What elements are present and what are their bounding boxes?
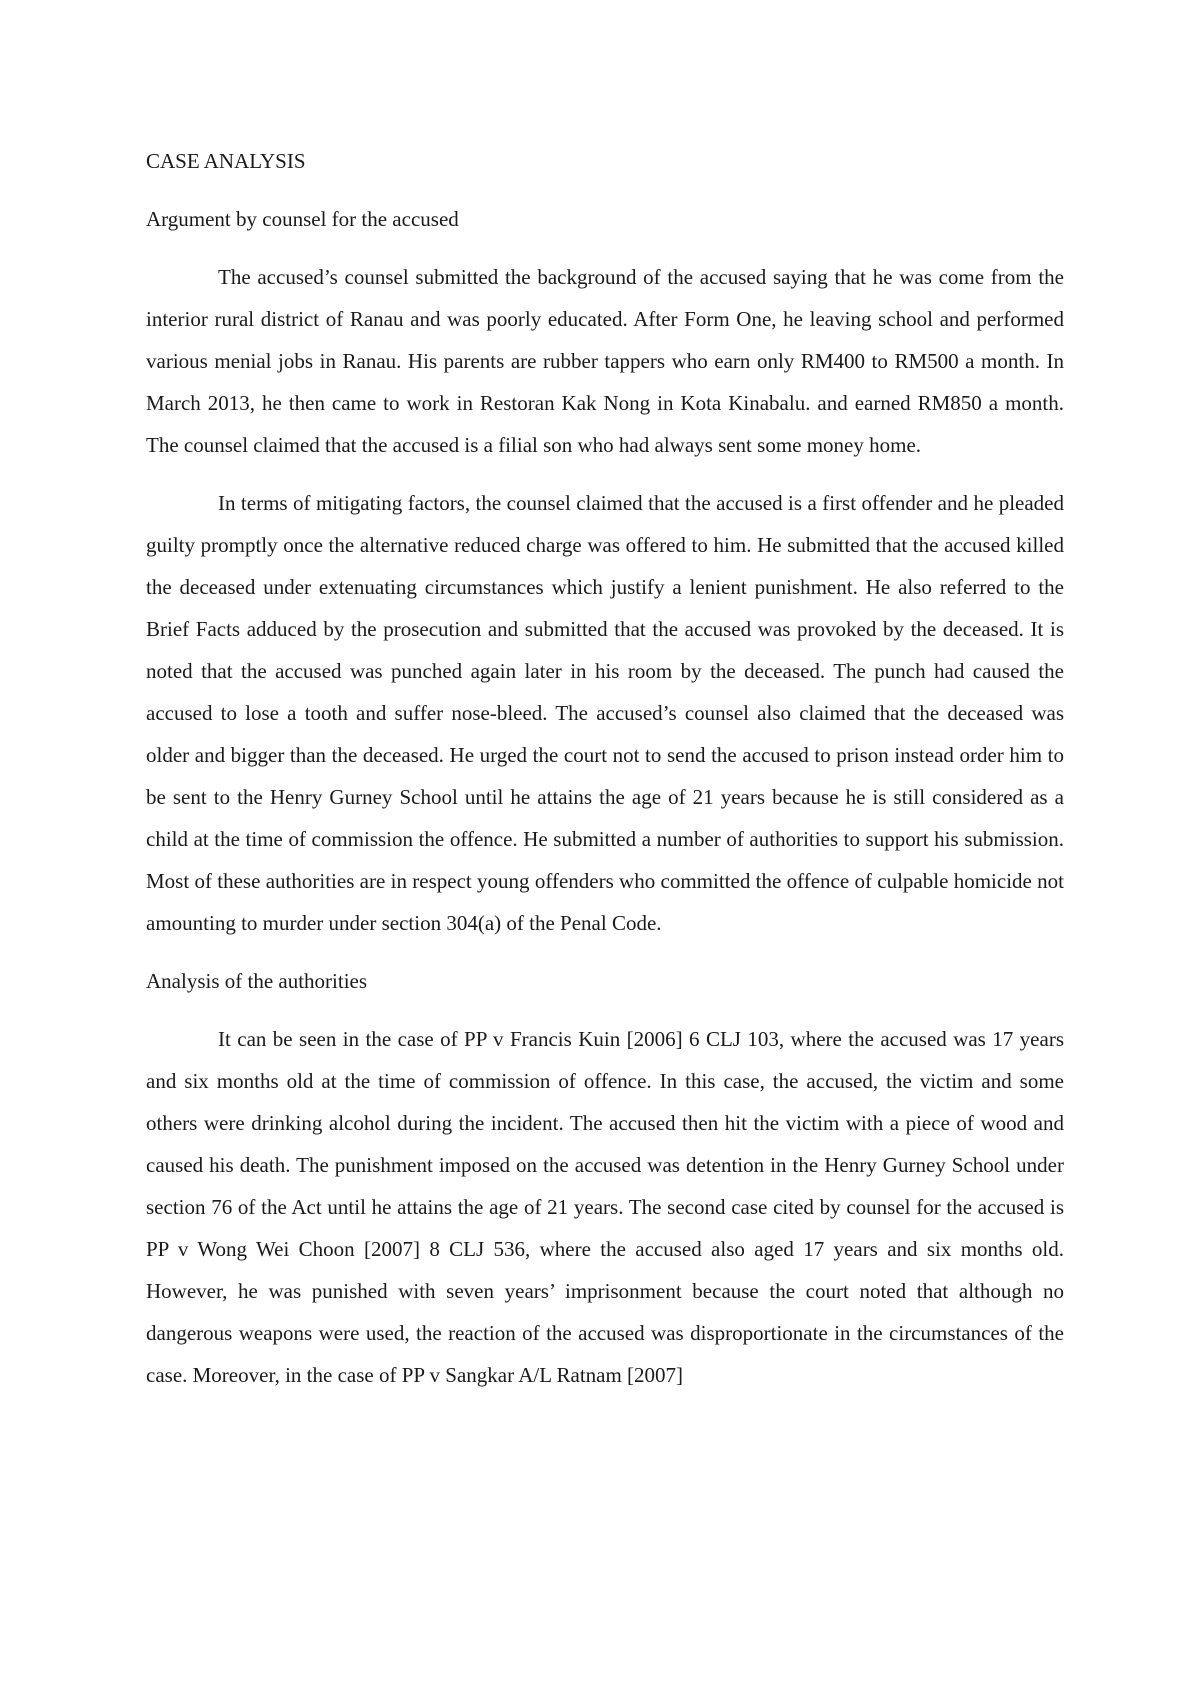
paragraph-mitigating-factors: In terms of mitigating factors, the counsel claimed that the accused is a first offender and he pleaded guilty promptly once the alternative reduced charge was offered to him. He submitted that the accused killed the deceased under extenuating circumstances which justify a lenient punishment. He also referred to the Brief Facts adduced by the prosecution and submitted that the accused was provoked by the deceased. It is noted that the accused was punched again later in his room by the deceased. The punch had caused the accused to lose a tooth and suffer nose-bleed. The accused’s counsel also claimed that the deceased was older and bigger than the deceased. He urged the court not to send the accused to prison instead order him to be sent to the Henry Gurney School until he attains the age of 21 years because he is still considered as a child at the time of commission the offence. He submitted a number of authorities to support his submission. Most of these authorities are in respect young offenders who committed the offence of culpable homicide not amounting to murder under section 304(a) of the Penal Code. xyxy=(146,491,1064,935)
document-title: CASE ANALYSIS xyxy=(146,149,306,173)
section-heading-authorities: Analysis of the authorities xyxy=(146,969,368,993)
paragraph-background: The accused’s counsel submitted the background of the accused saying that he was come from the interior rural district of Ranau and was poorly educated. After Form One, he leaving school and performed various menial jobs in Ranau. His parents are rubber tappers who earn only RM400 to RM500 a month. In March 2013, he then came to work in Restoran Kak Nong in Kota Kinabalu. and earned RM850 a month. The counsel claimed that the accused is a filial son who had always sent some money home. xyxy=(146,265,1064,457)
paragraph-authorities: It can be seen in the case of PP v Francis Kuin [2006] 6 CLJ 103, where the accused was 17 years and six months old at the time of commission of offence. In this case, the accused, the victim and some others were drinking alcohol during the incident. The accused then hit the victim with a piece of wood and caused his death. The punishment imposed on the accused was detention in the Henry Gurney School under section 76 of the Act until he attains the age of 21 years. The second case cited by counsel for the accused is PP v Wong Wei Choon [2007] 8 CLJ 536, where the accused also aged 17 years and six months old. However, he was punished with seven years’ imprisonment because the court noted that although no dangerous weapons were used, the reaction of the accused was disproportionate in the circumstances of the case. Moreover, in the case of PP v Sangkar A/L Ratnam [2007] xyxy=(146,1027,1064,1387)
document-body xyxy=(146,140,1064,1396)
section-heading-argument: Argument by counsel for the accused xyxy=(146,207,459,231)
